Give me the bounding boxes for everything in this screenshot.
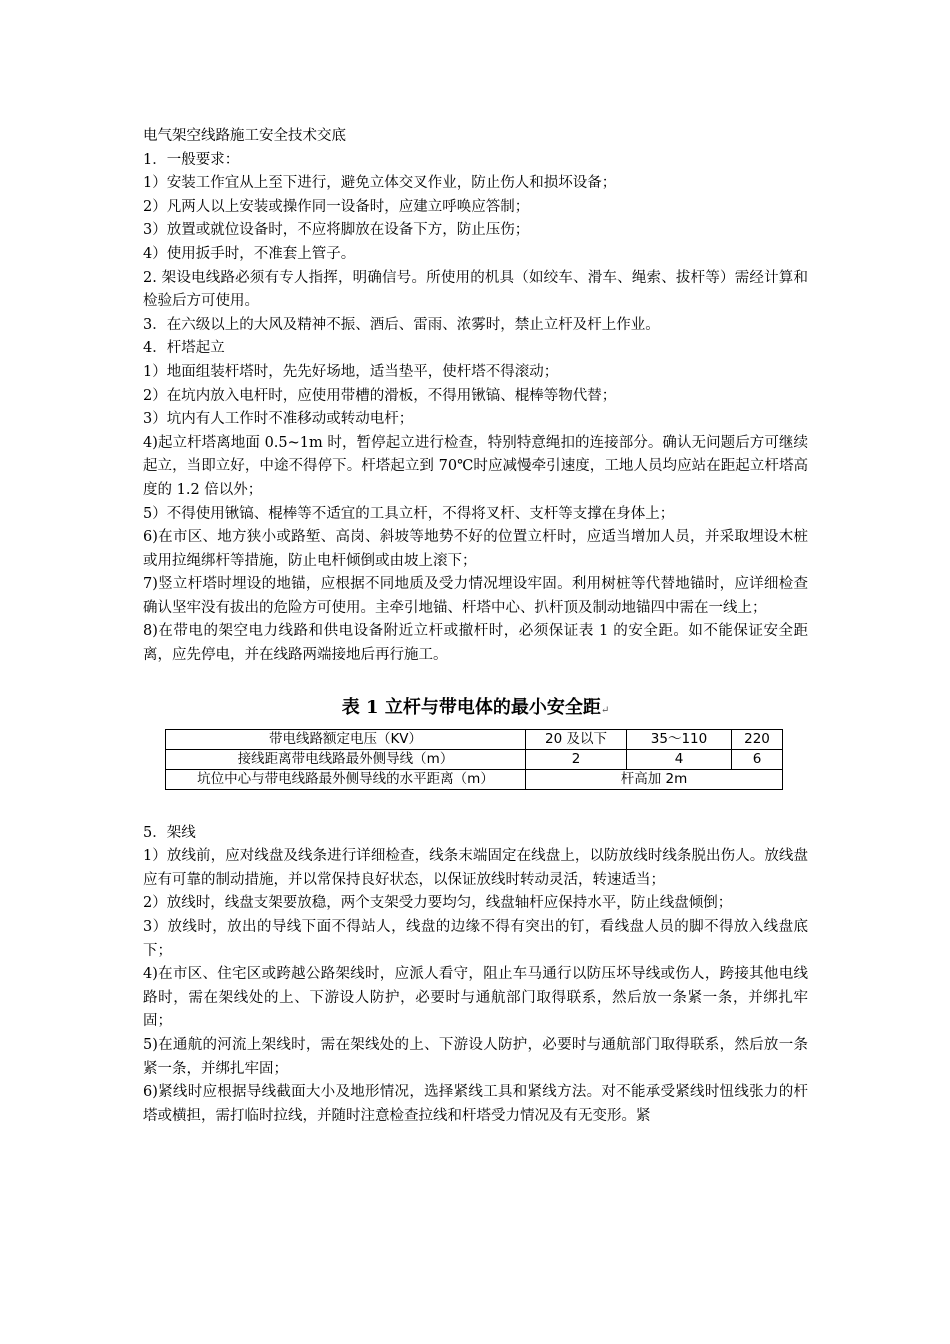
table-cell: 坑位中心与带电线路最外侧导线的水平距离（m） xyxy=(166,769,526,789)
section-5-item: 5)在通航的河流上架线时，需在架线处的上、下游设人防护，必要时与通航部门取得联系，然后放一条紧一条，并绑扎牢固； xyxy=(143,1037,808,1077)
document-title: 电气架空线路施工安全技术交底 xyxy=(143,128,346,144)
section-5-item: 2）放线时，线盘支架要放稳，两个支架受力要均匀，线盘轴杆应保持水平，防止线盘倾倒； xyxy=(143,895,733,912)
section-4-item: 1）地面组装杆塔时，先先好场地，适当垫平，使杆塔不得滚动； xyxy=(143,363,559,380)
section-1-heading: 1．一般要求： xyxy=(143,151,240,168)
table-row xyxy=(166,729,783,749)
table-cell: 6 xyxy=(732,749,783,769)
table-row xyxy=(166,769,783,789)
paragraph-2: 2. 架设电线路必须有专人指挥，明确信号。所使用的机具（如绞车、滑车、绳索、拔杆等）需经计算和检验后方可使用。 xyxy=(143,269,808,310)
section-1-item: 2）凡两人以上安装或操作同一设备时，应建立呼唤应答制； xyxy=(143,198,530,215)
section-5-item: 1）放线前，应对线盘及线条进行详细检查，线条末端固定在线盘上，以防放线时线条脱出伤人。放线盘应有可靠的制动措施，并以常保持良好状态，以保证放线时转动灵活，转速适当； xyxy=(143,848,808,888)
section-4-item: 3）坑内有人工作时不准移动或转动电杆； xyxy=(143,411,414,428)
table-cell: 35～110 xyxy=(627,729,732,749)
pilcrow-mark: ↵ xyxy=(600,704,610,716)
section-5-heading: 5．架线 xyxy=(143,824,196,841)
document-page xyxy=(143,125,808,1128)
section-4-item: 5）不得使用锹镐、棍棒等不适宜的工具立杆，不得将叉杆、支杆等支撑在身体上； xyxy=(143,505,675,522)
section-4-item: 6)在市区、地方狭小或路堑、高岗、斜坡等地势不好的位置立杆时，应适当增加人员，并采取埋设木桩或用拉绳绑杆等措施，防止电杆倾倒或由坡上滚下； xyxy=(143,529,808,569)
section-5-item: 3）放线时，放出的导线下面不得站人，线盘的边缘不得有突出的钉，看线盘人员的脚不得放入线盘底下； xyxy=(143,919,808,959)
table-cell: 20 及以下 xyxy=(526,729,627,749)
section-4-heading: 4．杆塔起立 xyxy=(143,340,225,357)
table-title xyxy=(143,696,808,723)
safety-distance-table xyxy=(165,729,783,790)
table-cell: 220 xyxy=(732,729,783,749)
section-4-item: 8)在带电的架空电力线路和供电设备附近立杆或撤杆时，必须保证表 1 的安全距。如不能保证安全距离，应先停电，并在线路两端接地后再行施工。 xyxy=(143,623,808,664)
table-cell: 接线距离带电线路最外侧导线（m） xyxy=(166,749,526,769)
table-cell: 4 xyxy=(627,749,732,769)
section-4-item: 4)起立杆塔离地面 0.5~1m 时，暂停起立进行检查，特别特意绳扣的连接部分。确认无问题后方可继续起立，当即立好，中途不得停下。杆塔起立到 70℃时应减慢牵引速度，工地人员均应站在距起立杆塔高度的 1.2 倍以外； xyxy=(143,434,808,498)
section-1-item: 4）使用扳手时，不准套上管子。 xyxy=(143,245,356,262)
table-title-text: 表 1 立杆与带电体的最小安全距 xyxy=(341,696,601,718)
table-row xyxy=(166,749,783,769)
table-cell: 杆高加 2m xyxy=(526,769,783,789)
section-1-item: 1）安装工作宜从上至下进行，避免立体交叉作业，防止伤人和损坏设备； xyxy=(143,175,617,192)
section-1-item: 3）放置或就位设备时，不应将脚放在设备下方，防止压伤； xyxy=(143,222,530,239)
table-cell: 2 xyxy=(526,749,627,769)
paragraph-3: 3．在六级以上的大风及精神不振、酒后、雷雨、浓雾时，禁止立杆及杆上作业。 xyxy=(143,316,660,333)
table-cell: 带电线路额定电压（KV） xyxy=(166,729,526,749)
section-4-item: 7)竖立杆塔时埋设的地锚，应根据不同地质及受力情况埋设牢固。利用树桩等代替地锚时，应详细检查确认坚牢没有拔出的危险方可使用。主牵引地锚、杆塔中心、扒杆顶及制动地锚四中需在一线上； xyxy=(143,576,808,616)
section-5-item: 4)在市区、住宅区或跨越公路架线时，应派人看守，阻止车马通行以防压坏导线或伤人，跨接其他电线路时，需在架线处的上、下游设人防护，必要时与通航部门取得联系，然后放一条紧一条，并绑扎牢固； xyxy=(143,966,808,1030)
section-5-item: 6)紧线时应根据导线截面大小及地形情况，选择紧线工具和紧线方法。对不能承受紧线时忸线张力的杆塔或横担，需打临时拉线，并随时注意检查拉线和杆塔受力情况及有无变形。紧 xyxy=(143,1084,808,1124)
section-4-item: 2）在坑内放入电杆时，应使用带槽的滑板，不得用锹镐、棍棒等物代替； xyxy=(143,387,617,404)
